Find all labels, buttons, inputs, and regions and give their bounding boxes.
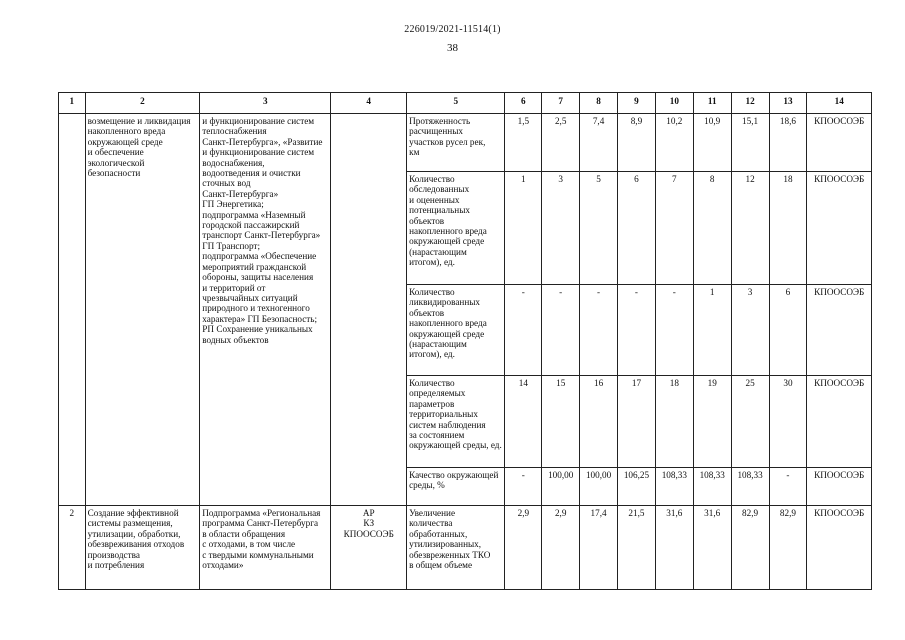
value-cell: 31,6: [693, 506, 731, 590]
value-cell: -: [769, 468, 807, 506]
value-cell: 100,00: [542, 468, 580, 506]
indicator-text: Протяженность расчищенных участков русел рек, км: [409, 116, 486, 158]
programs-text: Подпрограмма «Региональная программа Санкт-Петербурга в области обращения с отходами, в том числе с твердыми коммунальными отходами»: [202, 508, 321, 571]
indicator-cell: [407, 468, 505, 506]
executors-cell: [331, 506, 407, 590]
column-header: 12: [731, 93, 769, 114]
value-cell: 19: [693, 376, 731, 468]
responsible-cell: КПООСОЭБ: [807, 114, 872, 172]
value-cell: 18,6: [769, 114, 807, 172]
programs-text: и функционирование систем теплоснабжения Санкт-Петербурга», «Развитие и функционирование систем водоснабжения, водоотведения и очистки сточных вод Санкт-Петербурга» ГП Энергетика; подпрограмма «Наземный городской пассажирский транспорт Санкт-Петербурга» ГП Транспорт; подпрограмма «Обеспечение мероприятий гражданской обороны, защиты населения и территорий от чрезвычайных ситуаций природного и техногенного характера» ГП Безопасность; РП Сохранение уникальных водных объектов: [202, 116, 323, 345]
column-header: 6: [505, 93, 542, 114]
value-cell: 3: [542, 172, 580, 285]
value-cell: 7: [655, 172, 693, 285]
value-cell: 21,5: [618, 506, 656, 590]
value-cell: 3: [731, 285, 769, 376]
value-cell: 31,6: [655, 506, 693, 590]
responsible-cell: КПООСОЭБ: [807, 506, 872, 590]
value-cell: -: [505, 468, 542, 506]
value-cell: -: [542, 285, 580, 376]
value-cell: 17,4: [580, 506, 618, 590]
column-header: 3: [200, 93, 331, 114]
column-header: 11: [693, 93, 731, 114]
value-cell: 15,1: [731, 114, 769, 172]
header-row: [59, 93, 872, 114]
column-header: 10: [655, 93, 693, 114]
value-cell: 10,2: [655, 114, 693, 172]
value-cell: 82,9: [731, 506, 769, 590]
column-header: 8: [580, 93, 618, 114]
indicator-cell: [407, 376, 505, 468]
value-cell: 108,33: [731, 468, 769, 506]
indicator-cell: [407, 172, 505, 285]
goal-text: возмещение и ликвидация накопленного вреда окружающей среде и обеспечение экологической безопасности: [87, 116, 191, 179]
value-cell: 106,25: [618, 468, 656, 506]
executors-text: АР КЗ КПООСОЭБ: [343, 508, 394, 539]
page-number: 38: [447, 42, 458, 54]
value-cell: 100,00: [580, 468, 618, 506]
value-cell: 30: [769, 376, 807, 468]
column-header: 4: [331, 93, 407, 114]
value-cell: 82,9: [769, 506, 807, 590]
value-cell: -: [580, 285, 618, 376]
column-header: 7: [542, 93, 580, 114]
column-header: 9: [618, 93, 656, 114]
responsible-cell: КПООСОЭБ: [807, 468, 872, 506]
value-cell: 8,9: [618, 114, 656, 172]
value-cell: 18: [769, 172, 807, 285]
value-cell: 1: [693, 285, 731, 376]
value-cell: 108,33: [693, 468, 731, 506]
indicator-cell: [407, 114, 505, 172]
indicator-text: Количество обследованных и оцененных потенциальных объектов накопленного вреда окружающей среде (нарастающим итогом), ед.: [409, 174, 487, 268]
goal-cell: [85, 114, 200, 506]
value-cell: 8: [693, 172, 731, 285]
row-number-cell: [59, 114, 86, 506]
responsible-cell: КПООСОЭБ: [807, 376, 872, 468]
indicator-text: Количество определяемых параметров территориальных систем наблюдения за состоянием окружающей среды, ед.: [409, 378, 502, 451]
value-cell: 2,9: [542, 506, 580, 590]
responsible-cell: КПООСОЭБ: [807, 285, 872, 376]
value-cell: 25: [731, 376, 769, 468]
value-cell: 12: [731, 172, 769, 285]
indicators-table: [58, 92, 872, 590]
value-cell: 108,33: [655, 468, 693, 506]
column-header: 13: [769, 93, 807, 114]
row-number-cell: 2: [59, 506, 86, 590]
indicator-text: Количество ликвидированных объектов накопленного вреда окружающей среде (нарастающим итогом), ед.: [409, 287, 487, 360]
programs-cell: [200, 114, 331, 506]
indicator-text: Качество окружающей среды, %: [409, 470, 499, 491]
value-cell: 2,5: [542, 114, 580, 172]
table-row: [59, 506, 872, 590]
goal-text: Создание эффективной системы размещения, утилизации, обработки, обезвреживания отходов производства и потребления: [87, 508, 185, 571]
column-header: 1: [59, 93, 86, 114]
indicator-text: Увеличение количества обработанных, утилизированных, обезвреженных ТКО в общем объеме: [409, 508, 491, 571]
value-cell: 6: [769, 285, 807, 376]
programs-cell: [200, 506, 331, 590]
value-cell: 16: [580, 376, 618, 468]
responsible-cell: КПООСОЭБ: [807, 172, 872, 285]
value-cell: 5: [580, 172, 618, 285]
indicator-cell: [407, 285, 505, 376]
value-cell: 10,9: [693, 114, 731, 172]
value-cell: 14: [505, 376, 542, 468]
value-cell: 2,9: [505, 506, 542, 590]
value-cell: 6: [618, 172, 656, 285]
value-cell: -: [505, 285, 542, 376]
value-cell: 7,4: [580, 114, 618, 172]
column-header: 5: [407, 93, 505, 114]
goal-cell: [85, 506, 200, 590]
column-header: 2: [85, 93, 200, 114]
value-cell: -: [618, 285, 656, 376]
document-id: 226019/2021-11514(1): [404, 24, 501, 35]
indicator-cell: [407, 506, 505, 590]
table-row: [59, 114, 872, 172]
executors-cell: [331, 114, 407, 506]
value-cell: 1: [505, 172, 542, 285]
value-cell: 18: [655, 376, 693, 468]
value-cell: 17: [618, 376, 656, 468]
value-cell: 1,5: [505, 114, 542, 172]
column-header: 14: [807, 93, 872, 114]
value-cell: -: [655, 285, 693, 376]
value-cell: 15: [542, 376, 580, 468]
